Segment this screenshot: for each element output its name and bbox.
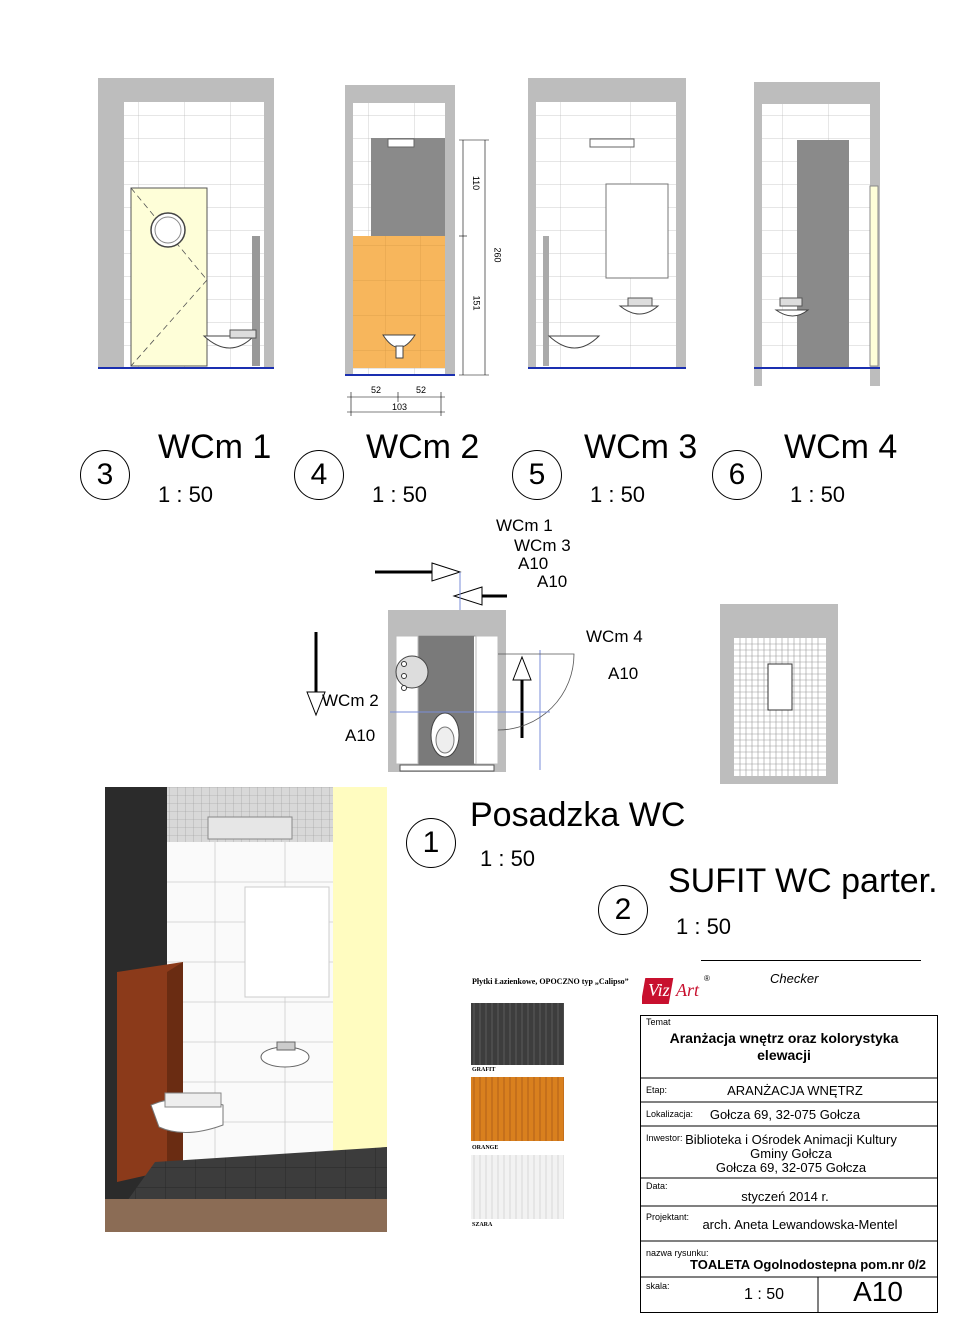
elevation-3-title: WCm 1 [158, 428, 272, 466]
inwestor-value-3: Gołcza 69, 32-075 Gołcza [715, 1160, 867, 1175]
plan-label-a10-3: A10 [608, 664, 639, 683]
ceiling-plan [720, 604, 838, 784]
ceiling-number: 2 [598, 885, 648, 935]
plan-label-wcm3: WCm 3 [514, 536, 571, 555]
3d-rendering [105, 787, 387, 1232]
swatch-label-orange: ORANGE [472, 1145, 499, 1151]
lokalizacja-value: Gołcza 69, 32-075 Gołcza [709, 1107, 861, 1122]
swatch-header: Płytki Łazienkowe, OPOCZNO typ „Calipso” [472, 977, 629, 986]
swatch-label-grafit: GRAFIT [472, 1067, 496, 1073]
ceiling-scale: 1 : 50 [676, 914, 732, 939]
dim-52a: 52 [371, 385, 382, 395]
ceiling-title: SUFIT WC parter. [668, 862, 938, 900]
elevation-drawings [0, 0, 960, 420]
plan-label-wcm1: WCm 1 [496, 516, 553, 535]
swatch-images [471, 1003, 566, 1228]
temat-value-1: Aranżacja wnętrz oraz kolorystyka [669, 1030, 899, 1046]
skala-value: 1 : 50 [743, 1286, 785, 1303]
elevation-4-number: 4 [294, 450, 344, 500]
data-value: styczeń 2014 r. [741, 1189, 829, 1204]
etap-value: ARANŻACJA WNĘTRZ [727, 1083, 863, 1098]
swatch-szara [471, 1155, 564, 1219]
temat-value-2: elewacji [757, 1047, 811, 1063]
dim-52b: 52 [416, 385, 427, 395]
dim-110: 110 [471, 175, 482, 191]
elevation-5-number: 5 [512, 450, 562, 500]
elevation-5-title: WCm 3 [584, 428, 698, 466]
vizart-logo: Viz Art ® [642, 974, 732, 1008]
temat-label: Temat [646, 1017, 671, 1027]
sheet-number: A10 [853, 1276, 903, 1307]
nazwa-value: TOALETA Ogolnodostepna pom.nr 0/2 [690, 1257, 926, 1272]
checker-line [701, 960, 921, 961]
elevation-6-title: WCm 4 [784, 428, 898, 466]
projektant-label: Projektant: [646, 1212, 690, 1222]
elevation-3-scale: 1 : 50 [158, 482, 214, 507]
floor-scale: 1 : 50 [480, 846, 536, 871]
elevation-3-number: 3 [80, 450, 130, 500]
floor-title: Posadzka WC [470, 796, 686, 834]
lokalizacja-label: Lokalizacja: [646, 1109, 694, 1119]
plan-label-a10-4: A10 [345, 726, 376, 745]
dim-260: 260 [492, 247, 503, 263]
data-label: Data: [646, 1181, 668, 1191]
floor-number: 1 [406, 818, 456, 868]
elevation-wcm3 [528, 78, 686, 368]
elevation-wcm2 [345, 85, 489, 416]
swatch-label-szara: SZARA [472, 1222, 493, 1228]
inwestor-value-2: Gminy Gołcza [750, 1146, 832, 1161]
plan-label-wcm4: WCm 4 [586, 627, 643, 646]
floor-plan-drawing [300, 560, 860, 785]
projektant-value: arch. Aneta Lewandowska-Mentel [702, 1217, 898, 1232]
elevation-5-scale: 1 : 50 [590, 482, 646, 507]
dim-103: 103 [392, 402, 408, 412]
swatch-orange [471, 1077, 564, 1141]
elevation-wcm1 [98, 78, 274, 368]
inwestor-label: Inwestor: [646, 1133, 683, 1143]
nazwa-label: nazwa rysunku: [646, 1248, 709, 1258]
elevation-6-number: 6 [712, 450, 762, 500]
plan-label-a10-2: A10 [537, 572, 568, 591]
inwestor-value-1: Biblioteka i Ośrodek Animacji Kultury [685, 1132, 897, 1147]
elevation-4-scale: 1 : 50 [372, 482, 428, 507]
plan-label-wcm2: WCm 2 [322, 691, 379, 710]
skala-label: skala: [646, 1281, 670, 1291]
etap-label: Etap: [646, 1085, 668, 1095]
swatch-grafit [471, 1003, 564, 1065]
elevation-wcm4 [754, 82, 880, 386]
checker-label: Checker [770, 971, 819, 986]
dim-151: 151 [471, 295, 482, 311]
elevation-4-title: WCm 2 [366, 428, 480, 466]
elevation-6-scale: 1 : 50 [790, 482, 846, 507]
plan-label-a10-1: A10 [518, 554, 549, 573]
